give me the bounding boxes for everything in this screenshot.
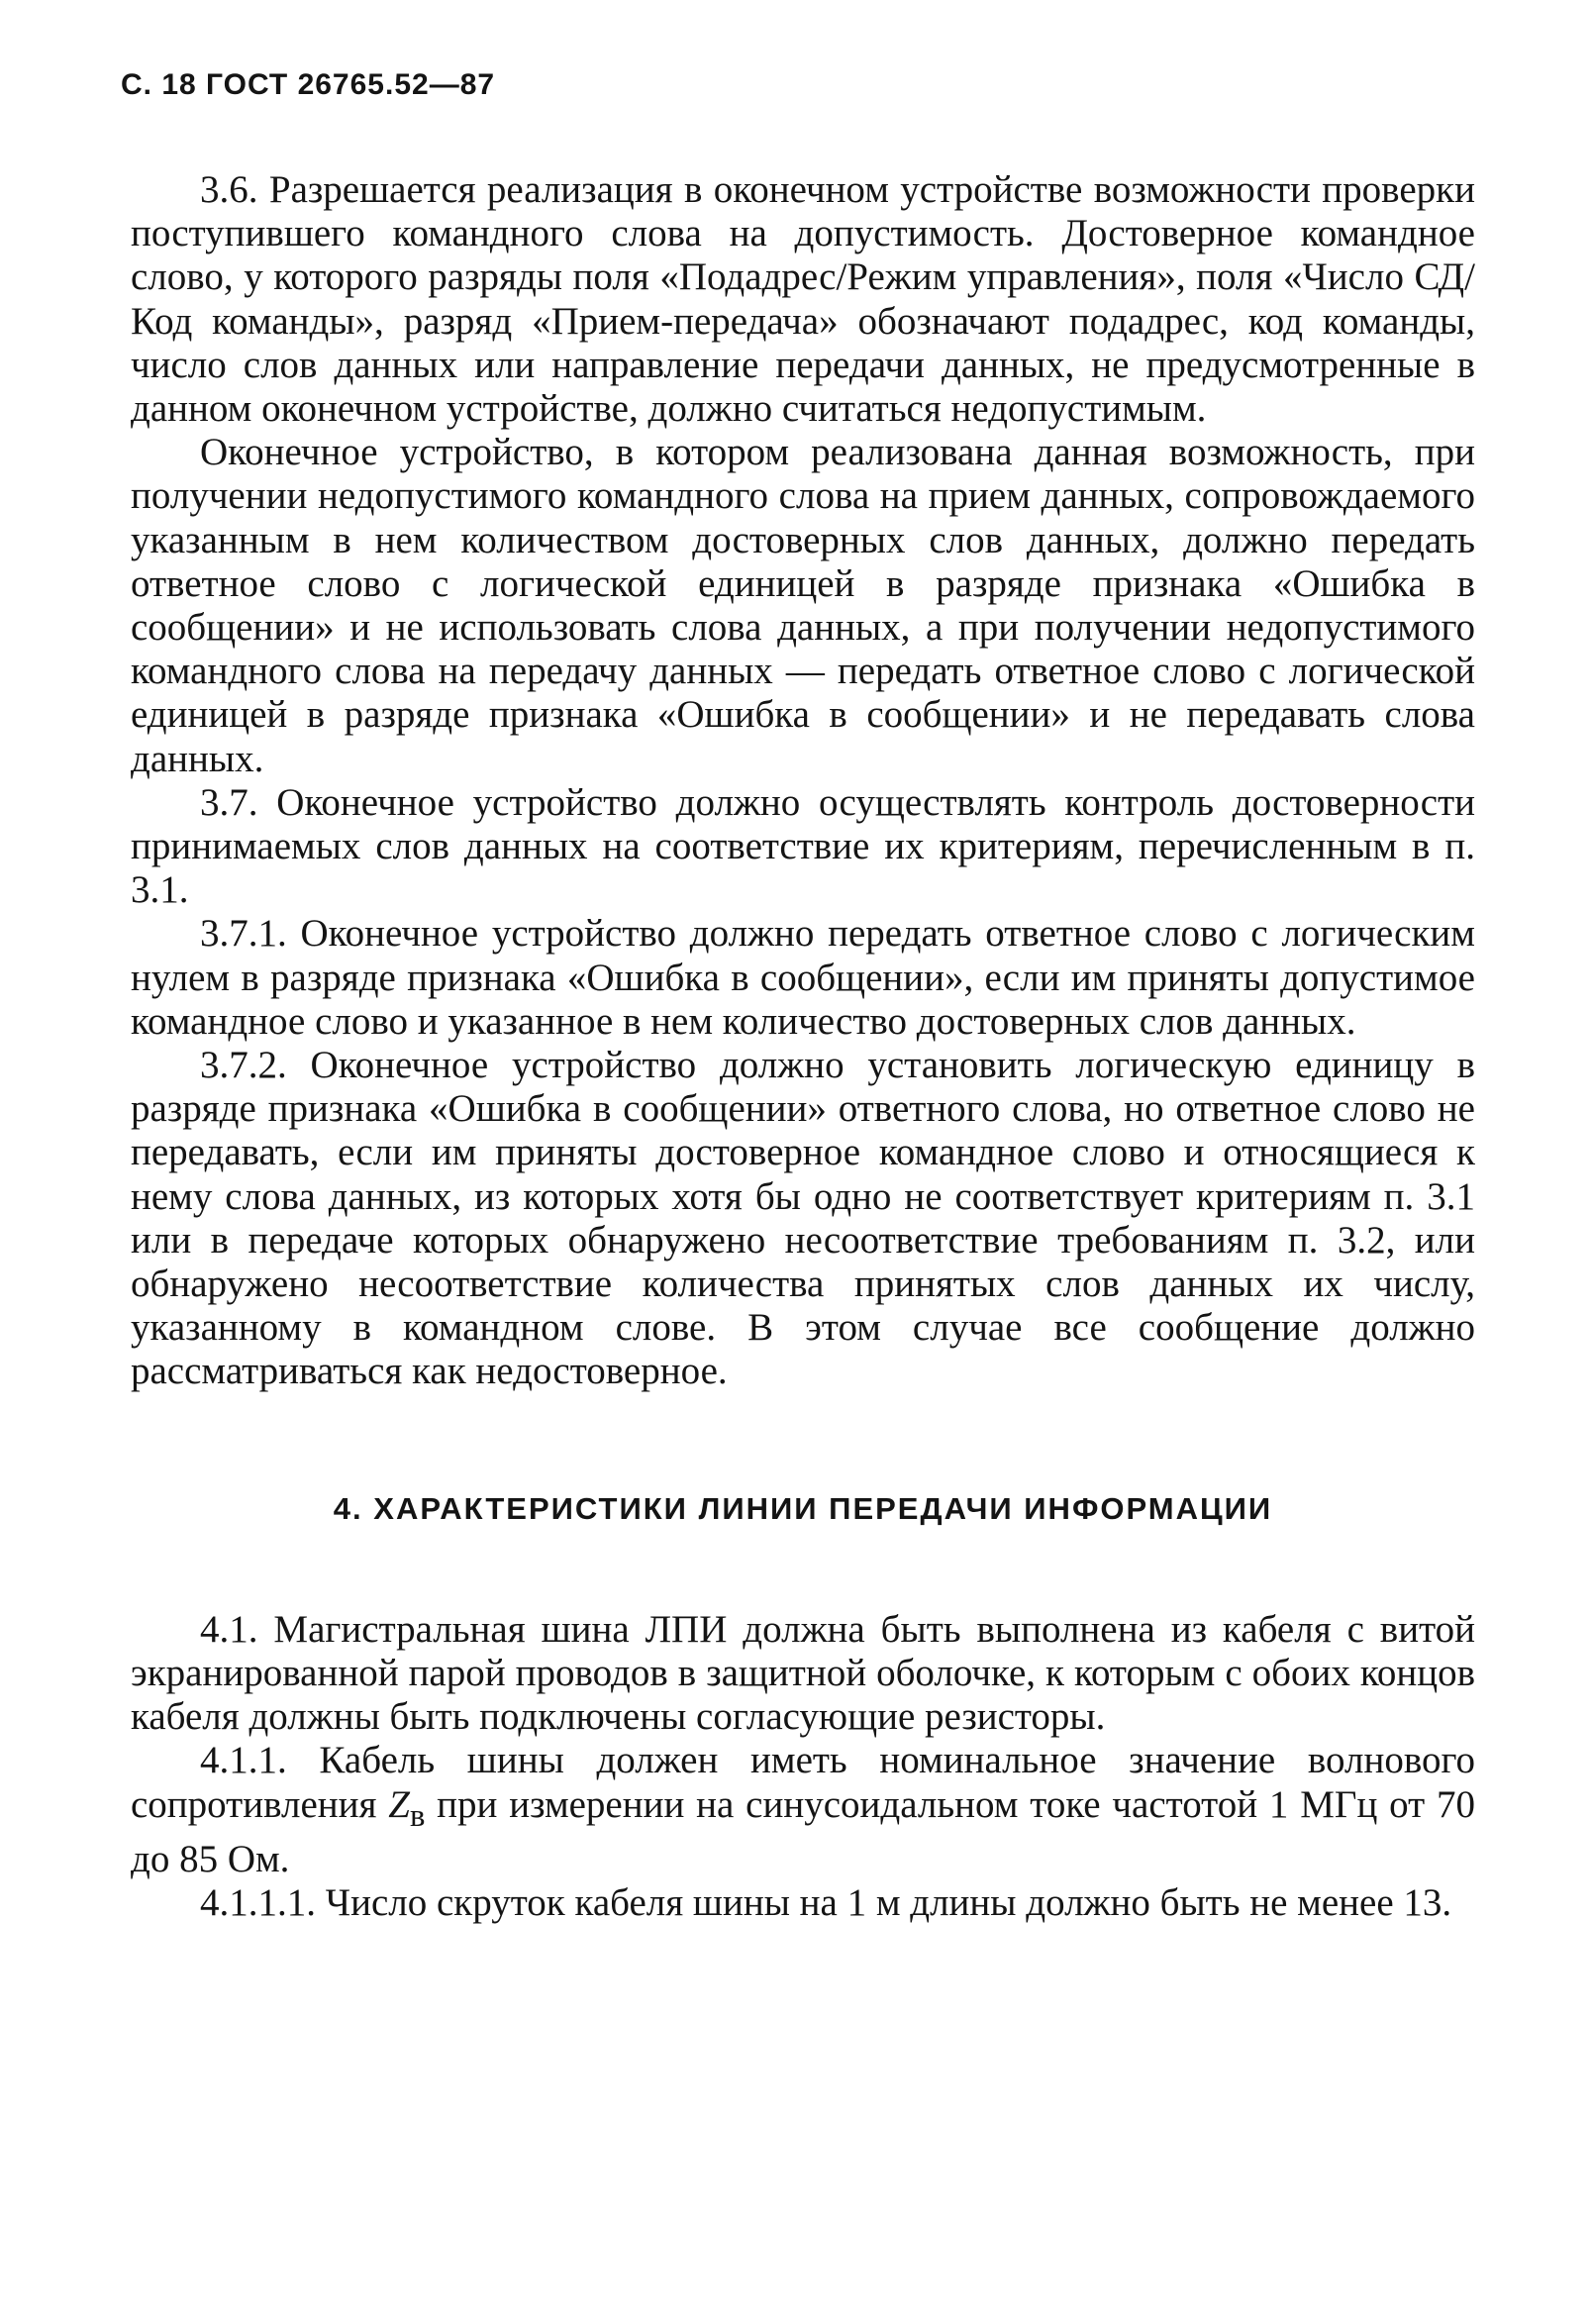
- page-header: С. 18 ГОСТ 26765.52—87: [121, 68, 496, 101]
- paragraph-3-6: 3.6. Разрешается реализация в оконечном устройстве возможности проверки поступившего командного слова на допустимость. Достоверное командное слово, у которого разряды поля «Подадрес/Режим управления», поля «Число СД/Код команды», разряд «Прием-передача» обозначают подадрес, код команды, число слов данных или направление передачи данных, не предусмотренные в данном оконечном устройстве, должно считаться недопустимым.: [131, 168, 1475, 431]
- impedance-subscript: в: [409, 1797, 426, 1834]
- paragraph-4-1-1-text-after: при измерении на синусоидальном токе частотой 1 МГц от 70 до 85 Ом.: [131, 1782, 1476, 1880]
- impedance-symbol: Z: [388, 1782, 410, 1826]
- paragraph-3-7-2: 3.7.2. Оконечное устройство должно установить логическую единицу в разряде признака «Ошибка в сообщении» ответного слова, но ответное слово не передавать, если им приняты достоверное командное слово и относящиеся к нему слова данных, из которых хотя бы одно не соответствует критериям п. 3.1 или в передаче которых обнаружено несоответствие требованиям п. 3.2, или обнаружено несоответствие количества принятых слов данных их числу, указанному в командном слове. В этом случае все сообщение должно рассматриваться как недостоверное.: [131, 1044, 1475, 1393]
- paragraph-3-7-1: 3.7.1. Оконечное устройство должно передать ответное слово с логическим нулем в разряде признака «Ошибка в сообщении», если им приняты допустимое командное слово и указанное в нем количество достоверных слов данных.: [131, 912, 1475, 1043]
- paragraph-4-1-1-1: 4.1.1.1. Число скруток кабеля шины на 1 м длины должно быть не менее 13.: [200, 1880, 1452, 1924]
- document-body: [131, 168, 1475, 1925]
- paragraph-4-1: 4.1. Магистральная шина ЛПИ должна быть выполнена из кабеля с витой экранированной парой проводов в защитной оболочке, к которым с обоих концов кабеля должны быть подключены согласующие резисторы.: [131, 1607, 1475, 1739]
- paragraph-3-7: 3.7. Оконечное устройство должно осуществлять контроль достоверности принимаемых слов данных на соответствие их критериям, перечисленным в п. 3.1.: [131, 780, 1475, 912]
- paragraph-4-1-1: [131, 1739, 1475, 1880]
- section-heading-4: 4. ХАРАКТЕРИСТИКИ ЛИНИИ ПЕРЕДАЧИ ИНФОРМАЦИИ: [333, 1490, 1273, 1526]
- paragraph-3-6-continuation: Оконечное устройство, в котором реализована данная возможность, при получении недопустимого командного слова на прием данных, сопровождаемого указанным в нем количеством достоверных слов данных, должно передать ответное слово с логической единицей в разряде признака «Ошибка в сообщении» и не использовать слова данных, а при получении недопустимого командного слова на передачу данных — передать ответное слово с логической единицей в разряде признака «Ошибка в сообщении» и не передавать слова данных.: [131, 431, 1475, 780]
- paragraph-4-1-1-text-before: 4.1.1. Кабель шины должен иметь номинальное значение волнового сопротивления: [131, 1739, 1475, 1826]
